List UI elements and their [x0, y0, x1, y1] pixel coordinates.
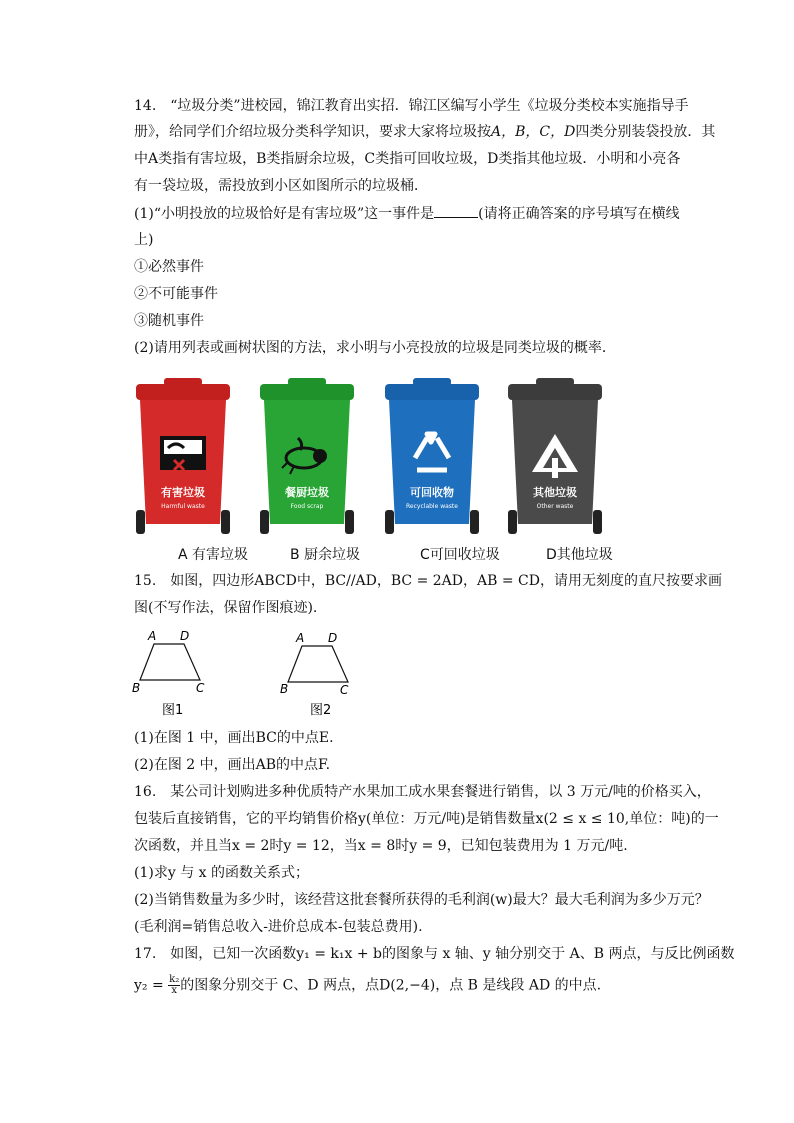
q14-option-2: ②不可能事件 [134, 286, 218, 302]
q14-line-2-text: 册》，给同学们介绍垃圾分类科学知识，要求大家将垃圾按 [134, 124, 491, 140]
q16-line-1: 16. 某公司计划购进多种优质特产水果加工成水果套餐进行销售，以 3 万元/吨的价格买入， [134, 784, 711, 800]
bin-lid [508, 384, 602, 400]
q14-part-1-hint: (请将正确答案的序号填写在横线 [478, 206, 680, 222]
q14-line-3: 中A类指有害垃圾，B类指厨余垃圾，C类指可回收垃圾，D类指其他垃圾．小明和小亮各 [134, 151, 681, 167]
q14-part-2: (2)请用列表或画树状图的方法，求小明与小亮投放的垃圾是同类垃圾的概率． [134, 340, 616, 356]
vertex-label-c: C [196, 681, 205, 695]
q14-line-2-vars: A，B，C，D [491, 124, 576, 140]
bin-subtitle: Recyclable waste [406, 503, 458, 510]
figure-caption-1: 图1 [162, 703, 184, 718]
q16-note: (毛利润=销售总收入-进价总成本-包装总费用). [134, 919, 423, 935]
bin-wheel-left [260, 510, 269, 534]
bin-title: 可回收物 [410, 486, 454, 499]
q17-y2: y₂ = [134, 977, 164, 994]
trapezoid-2 [288, 646, 348, 682]
bin-wheel-right [470, 510, 479, 534]
harmful-icon [160, 436, 206, 470]
q16-part-1: (1)求y 与 x 的函数关系式； [134, 865, 309, 881]
q14-line-1: 14. “垃圾分类”进校园，锦江教育出实招．锦江区编写小学生《垃圾分类校本实施指导手 [134, 98, 689, 114]
q17-line-1: 17. 如图，已知一次函数y₁ = k₁x + b的图象与 x 轴、y 轴分别交于 A、B 两点，与反比例函数 [134, 946, 735, 962]
figure-caption-2: 图2 [310, 703, 332, 718]
bin-caption-a: A 有害垃圾 [178, 547, 249, 563]
q15-line-2: 图(不写作法，保留作图痕迹). [134, 600, 318, 616]
bin-lid [136, 384, 230, 400]
bin-wheel-left [136, 510, 145, 534]
bin-title: 其他垃圾 [533, 486, 577, 499]
bin-wheel-right [221, 510, 230, 534]
bin-subtitle: Food scrap [290, 503, 324, 510]
vertex-label-b: B [280, 682, 289, 696]
bin-subtitle: Other waste [536, 503, 574, 510]
trapezoid-figure-1 [130, 626, 220, 722]
vertex-label-c: C [340, 683, 349, 697]
fraction-k2-over-x [168, 975, 180, 996]
q14-part-1 [134, 203, 680, 224]
fraction-denominator: x [171, 985, 178, 996]
vertex-label-d: D [180, 629, 190, 643]
bin-wheel-right [345, 510, 354, 534]
q15-part-2: (2)在图 2 中，画出AB的中点F. [134, 757, 331, 773]
q16-line-3: 次函数，并且当x = 2时y = 12，当x = 8时y = 9，已知包装费用为 1 万元/吨. [134, 838, 628, 854]
trash-bin-c [383, 378, 481, 542]
answer-blank[interactable] [434, 203, 478, 218]
bin-wheel-left [385, 510, 394, 534]
q14-part-1-cont: 上) [134, 232, 154, 248]
bin-lid [385, 384, 479, 400]
bin-title: 有害垃圾 [161, 486, 205, 499]
q16-line-2: 包装后直接销售，它的平均销售价格y(单位：万元/吨)是销售数量x(2 ≤ x ≤ 10,单位：吨)的一 [134, 811, 719, 827]
bin-subtitle: Harmful waste [161, 503, 205, 510]
bin-lid [260, 384, 354, 400]
fraction-numerator: k₂ [169, 974, 180, 985]
bin-title: 餐厨垃圾 [285, 486, 329, 499]
q14-option-3: ③随机事件 [134, 313, 204, 329]
q14-line-2 [134, 122, 715, 142]
trapezoid-1 [140, 644, 200, 680]
vertex-label-a: A [148, 629, 157, 643]
vertex-label-d: D [328, 631, 338, 645]
q15-part-1: (1)在图 1 中，画出BC的中点E. [134, 730, 334, 746]
bin-caption-b: B 厨余垃圾 [290, 547, 361, 563]
vertex-label-b: B [132, 681, 141, 695]
bin-caption-d: D其他垃圾 [546, 547, 613, 563]
trash-bin-a [134, 378, 232, 542]
trapezoid-figure-2 [278, 626, 368, 722]
q14-line-4: 有一袋垃圾，需投放到小区如图所示的垃圾桶． [134, 178, 428, 194]
q17-line-2 [134, 975, 601, 996]
trash-bin-d [506, 378, 604, 542]
q14-option-1: ①必然事件 [134, 259, 204, 275]
bin-wheel-left [508, 510, 517, 534]
q14-line-2-end: 四类分别装袋投放．其 [575, 124, 716, 140]
q15-line-1: 15. 如图，四边形ABCD中，BC//AD，BC = 2AD，AB = CD，请用无刻度的直尺按要求画 [134, 573, 722, 589]
bin-caption-c: C可回收垃圾 [420, 547, 500, 563]
bin-wheel-right [593, 510, 602, 534]
trash-bin-b [258, 378, 356, 542]
q14-part-1-text: (1)“小明投放的垃圾恰好是有害垃圾”这一事件是 [134, 206, 435, 222]
vertex-label-a: A [296, 631, 305, 645]
q16-part-2: (2)当销售数量为多少时，该经营这批套餐所获得的毛利润(w)最大？最大毛利润为多少万元？ [134, 892, 709, 908]
q17-line-2-text: 的图象分别交于 C、D 两点，点D(2,−4)，点 B 是线段 AD 的中点. [180, 977, 602, 994]
